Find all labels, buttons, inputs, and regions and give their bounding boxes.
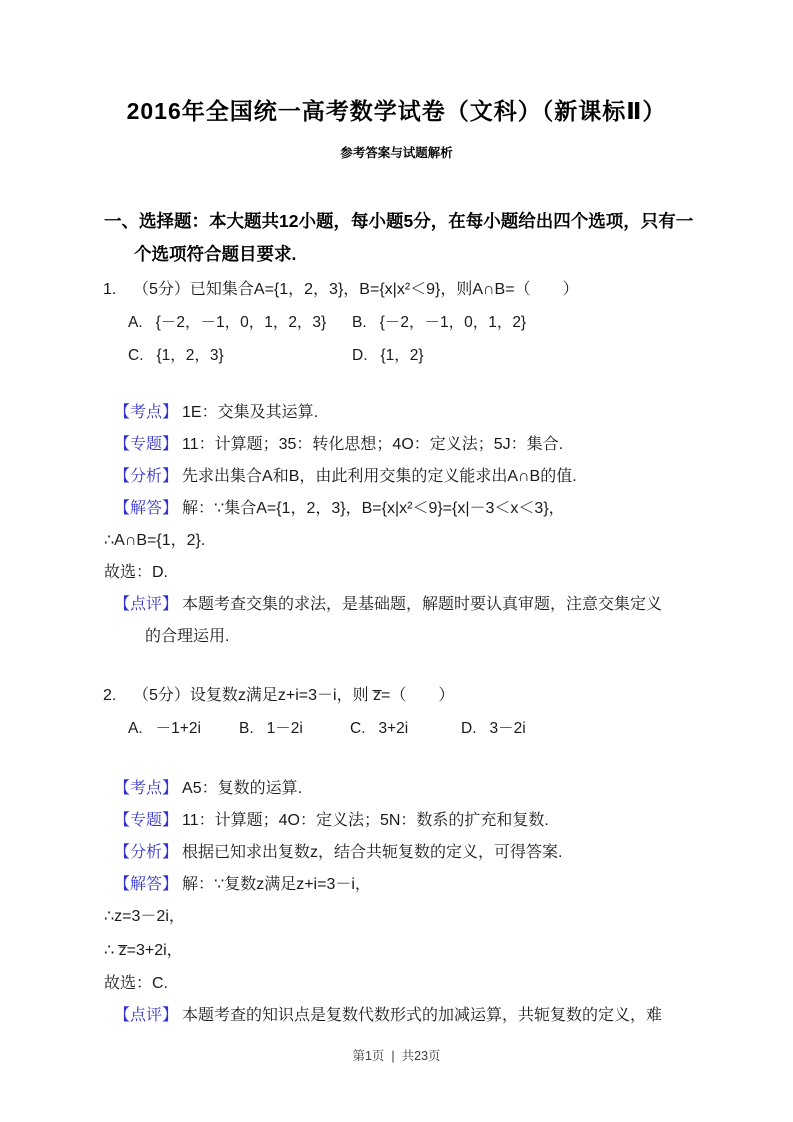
option-1d-key: D.: [352, 347, 368, 364]
kaodian-text: 1E：交集及其运算.: [182, 404, 319, 421]
option-2a: [128, 712, 239, 745]
option-1c: [128, 339, 352, 372]
option-1a: [128, 306, 352, 339]
jieda-label: 【解答】: [114, 500, 179, 517]
option-2b-key: B.: [239, 720, 254, 737]
fenxi-label: 【分析】: [114, 844, 179, 861]
question-2-stem: [103, 679, 733, 712]
section-heading-line1: 一、选择题：本大题共12小题，每小题5分，在每小题给出四个选项，只有一: [104, 211, 694, 231]
option-1d: [352, 339, 576, 372]
page-subtitle: 参考答案与试题解析: [340, 146, 453, 160]
page-title: 2016年全国统一高考数学试卷（文科）（新课标Ⅱ）: [126, 98, 667, 124]
option-2d-key: D.: [461, 720, 477, 737]
dianping-text: 本题考查的知识点是复数代数形式的加减运算，共轭复数的定义，难: [182, 1007, 663, 1024]
q1-jieda-line: [104, 493, 733, 525]
question-2-options-row: [128, 712, 753, 745]
kaodian-label: 【考点】: [114, 780, 179, 797]
question-2: [0, 679, 793, 1032]
q2-answer-line: 故选：C.: [104, 975, 169, 992]
kaodian-text: A5：复数的运算.: [182, 780, 303, 797]
option-1b: [352, 306, 576, 339]
dianping-label: 【点评】: [114, 1007, 179, 1024]
fenxi-label: 【分析】: [114, 468, 179, 485]
q2-kaodian-line: [104, 773, 733, 805]
option-1a-text: {－2，－1，0，1，2，3}: [155, 314, 327, 331]
jieda-label: 【解答】: [114, 876, 179, 893]
q2-fenxi-line: [104, 837, 733, 869]
zhuanti-label: 【专题】: [114, 436, 179, 453]
q1-dianping-continuation: 的合理运用.: [145, 628, 230, 645]
section-heading: [104, 205, 723, 271]
q1-derivation-line: ∴A∩B={1，2}.: [104, 532, 206, 549]
kaodian-label: 【考点】: [114, 404, 179, 421]
q1-answer-line: 故选：D.: [104, 564, 169, 581]
q1-zhuanti-line: [104, 429, 733, 461]
jieda-text: 解：∵集合A={1，2，3}，B={x|x²＜9}={x|－3＜x＜3}，: [182, 500, 565, 517]
jieda-text: 解：∵复数z满足z+i=3－i，: [182, 876, 371, 893]
question-2-analysis: [0, 773, 793, 1032]
option-2d: [461, 712, 572, 745]
option-1b-key: B.: [352, 314, 367, 331]
option-2d-text: 3－2i: [489, 720, 526, 737]
q2-jieda-line: [104, 869, 733, 901]
question-1-options-row-1: [128, 306, 753, 339]
q1-fenxi-line: [104, 461, 733, 493]
question-2-number: 2.: [103, 687, 117, 704]
option-2c: [350, 712, 461, 745]
option-2c-key: C.: [350, 720, 366, 737]
question-2-stem-text: （5分）设复数z满足z+i=3－i，则 z̅=（ ）: [133, 687, 455, 704]
option-1d-text: {1，2}: [380, 347, 424, 364]
q2-zhuanti-line: [104, 805, 733, 837]
zhuanti-label: 【专题】: [114, 812, 179, 829]
page-footer: [0, 1046, 793, 1064]
option-1c-key: C.: [128, 347, 144, 364]
option-1c-text: {1，2，3}: [156, 347, 224, 364]
option-1a-key: A.: [128, 314, 143, 331]
question-1: [0, 273, 793, 653]
footer-page-number: 第1页: [352, 1049, 385, 1063]
question-1-analysis: [0, 397, 793, 653]
option-2b-text: 1－2i: [266, 720, 303, 737]
fenxi-text: 先求出集合A和B，由此利用交集的定义能求出A∩B的值.: [182, 468, 577, 485]
dianping-label: 【点评】: [114, 596, 179, 613]
question-1-stem: [103, 273, 733, 306]
section-heading-line2: 个选项符合题目要求.: [134, 244, 297, 264]
footer-separator: |: [391, 1049, 395, 1063]
q2-derivation-line-2: ∴ z̅=3+2i，: [104, 942, 183, 959]
q2-derivation-line-1: ∴z=3－2i，: [104, 908, 185, 925]
option-2a-text: －1+2i: [155, 720, 201, 737]
option-2a-key: A.: [128, 720, 143, 737]
q1-dianping-line: [104, 589, 733, 621]
q2-dianping-line: [104, 1000, 733, 1032]
zhuanti-text: 11：计算题；4O：定义法；5N：数系的扩充和复数.: [182, 812, 549, 829]
q1-kaodian-line: [104, 397, 733, 429]
question-1-options-row-2: [128, 339, 753, 372]
dianping-text: 本题考查交集的求法，是基础题，解题时要认真审题，注意交集定义: [182, 596, 663, 613]
question-1-number: 1.: [103, 281, 117, 298]
zhuanti-text: 11：计算题；35：转化思想；4O：定义法；5J：集合.: [182, 436, 564, 453]
option-1b-text: {－2，－1，0，1，2}: [379, 314, 527, 331]
option-2b: [239, 712, 350, 745]
footer-total-pages: 共23页: [401, 1049, 441, 1063]
question-1-stem-text: （5分）已知集合A={1，2，3}，B={x|x²＜9}，则A∩B=（ ）: [133, 281, 579, 298]
fenxi-text: 根据已知求出复数z，结合共轭复数的定义，可得答案.: [182, 844, 563, 861]
option-2c-text: 3+2i: [378, 720, 409, 737]
